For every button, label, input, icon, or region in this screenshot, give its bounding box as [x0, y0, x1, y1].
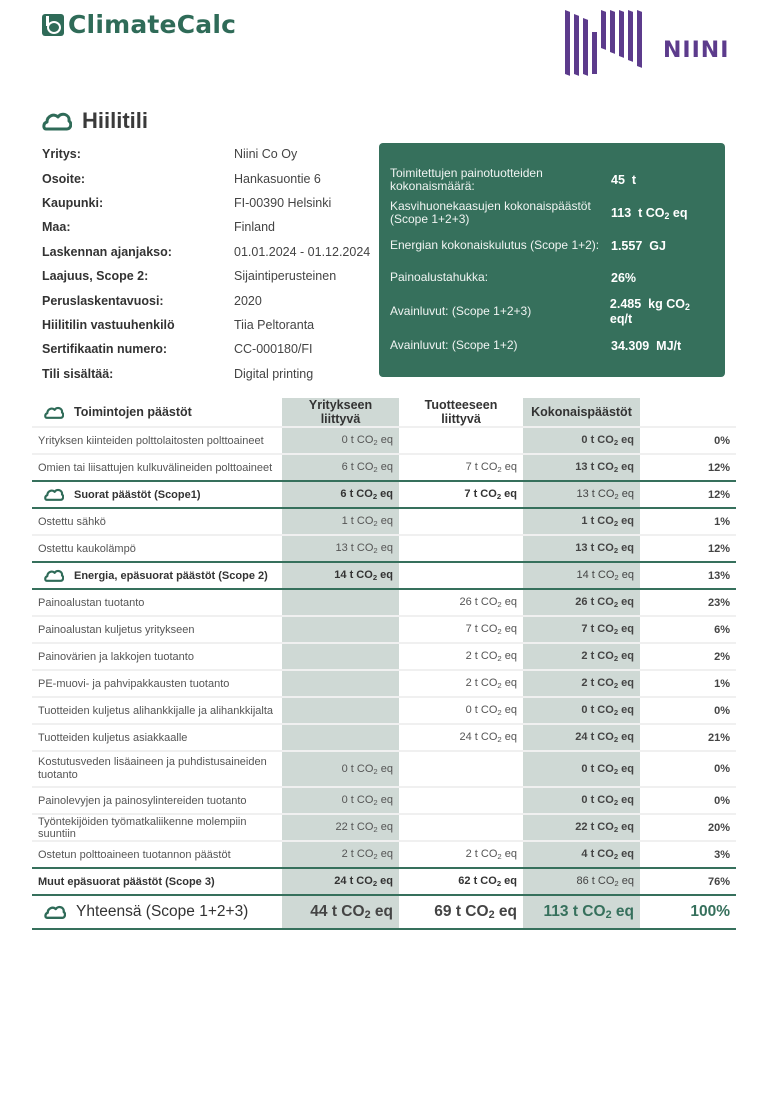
row-label: PE-muovi- ja pahvipakkausten tuotanto [38, 677, 230, 690]
total-value: 22 t $CO_2$ eq [523, 814, 640, 841]
percent-value: 76% [640, 868, 736, 895]
product-value: 7 t $CO_2$ eq [399, 616, 523, 643]
total-value: 0 t $CO_2$ eq [523, 427, 640, 454]
kpi-key-scope123: Avainluvut: (Scope 1+2+3) 2.485 kg $CO_2$ eq/t [390, 297, 690, 326]
row-label: Painolevyjen ja painosylintereiden tuotanto [38, 794, 247, 807]
row-label: Yhteensä (Scope 1+2+3) [76, 903, 249, 920]
cloud-icon [44, 904, 66, 920]
row-label: Kostutusveden lisäaineen ja puhdistusaineiden tuotanto [38, 756, 267, 781]
info-row-address: Osoite: Hankasuontie 6 [42, 171, 321, 186]
table-row [32, 589, 736, 616]
table-row [32, 724, 736, 751]
niini-wordmark: NIINI [663, 38, 730, 63]
table-row [32, 841, 736, 868]
climatecalc-logo [42, 10, 236, 39]
total-value: 1 t $CO_2$ eq [523, 508, 640, 535]
brand-name: ClimateCalc [68, 10, 237, 39]
total-value: 2 t $CO_2$ eq [523, 643, 640, 670]
grand-total-row [32, 895, 736, 929]
info-row-content: Tili sisältää: Digital printing [42, 366, 314, 381]
company-value [282, 616, 399, 643]
percent-value: 21% [640, 724, 736, 751]
row-label: Omien tai liisattujen kulkuvälineiden polttoaineet [38, 461, 273, 474]
total-value: 0 t $CO_2$ eq [523, 751, 640, 787]
product-value [399, 814, 523, 841]
product-value: 7 t $CO_2$ eq [399, 454, 523, 481]
product-value [399, 508, 523, 535]
percent-value: 13% [640, 562, 736, 589]
company-value: 14 t $CO_2$ eq [282, 562, 399, 589]
company-value: 6 t $CO_2$ eq [282, 454, 399, 481]
percent-value: 1% [640, 670, 736, 697]
percent-value: 2% [640, 643, 736, 670]
info-row-city: Kaupunki: FI-00390 Helsinki [42, 195, 332, 210]
total-value: 26 t $CO_2$ eq [523, 589, 640, 616]
total-value: 13 t $CO_2$ eq [523, 454, 640, 481]
total-value: 0 t $CO_2$ eq [523, 787, 640, 814]
total-value: 13 t $CO_2$ eq [523, 481, 640, 508]
percent-value: 20% [640, 814, 736, 841]
percent-value: 12% [640, 481, 736, 508]
percent-value: 0% [640, 787, 736, 814]
product-value: 0 t $CO_2$ eq [399, 697, 523, 724]
table-row [32, 508, 736, 535]
info-row-certificate: Sertifikaatin numero: CC-000180/FI [42, 342, 313, 357]
kpi-key-scope12: Avainluvut: (Scope 1+2) 34.309 MJ/t [390, 338, 682, 353]
percent-value: 100% [640, 895, 736, 929]
table-row [32, 616, 736, 643]
total-value: 13 t $CO_2$ eq [523, 535, 640, 562]
table-row [32, 814, 736, 841]
percent-value: 0% [640, 427, 736, 454]
product-value: 26 t $CO_2$ eq [399, 589, 523, 616]
row-label: Tuotteiden kuljetus alihankkijalle ja alihankkijalta [38, 704, 274, 717]
info-row-base-year: Peruslaskentavuosi: 2020 [42, 293, 262, 308]
product-value: 2 t $CO_2$ eq [399, 841, 523, 868]
table-row [32, 787, 736, 814]
niini-logo [565, 10, 735, 76]
row-label: Suorat päästöt (Scope1) [74, 488, 201, 501]
percent-value: 1% [640, 508, 736, 535]
company-value [282, 670, 399, 697]
total-value: 7 t $CO_2$ eq [523, 616, 640, 643]
percent-value: 0% [640, 751, 736, 787]
product-value: 24 t $CO_2$ eq [399, 724, 523, 751]
table-row [32, 454, 736, 481]
kpi-delivered: Toimitettujen painotuotteiden kokonaismäärä: 45 t [390, 166, 637, 193]
company-info [42, 142, 372, 386]
total-value: 86 t $CO_2$ eq [523, 868, 640, 895]
percent-value: 12% [640, 535, 736, 562]
row-label: Ostettu sähkö [38, 515, 106, 528]
company-value: 1 t $CO_2$ eq [282, 508, 399, 535]
product-value: 7 t $CO_2$ eq [399, 481, 523, 508]
row-label: Muut epäsuorat päästöt (Scope 3) [38, 875, 215, 888]
company-value: 13 t $CO_2$ eq [282, 535, 399, 562]
subtotal-row [32, 481, 736, 508]
row-label: Painovärien ja lakkojen tuotanto [38, 650, 194, 663]
company-value: 0 t $CO_2$ eq [282, 787, 399, 814]
product-value: 69 t $CO_2$ eq [399, 895, 523, 929]
company-value [282, 589, 399, 616]
company-value: 0 t $CO_2$ eq [282, 751, 399, 787]
subtotal-row [32, 868, 736, 895]
info-row-contact: Hiilitilin vastuuhenkilö Tiia Peltoranta [42, 317, 315, 332]
company-value: 6 t $CO_2$ eq [282, 481, 399, 508]
company-value: 44 t $CO_2$ eq [282, 895, 399, 929]
table-row [32, 697, 736, 724]
cloud-icon [44, 405, 64, 420]
total-value: 24 t $CO_2$ eq [523, 724, 640, 751]
row-label: Painoalustan tuotanto [38, 596, 145, 609]
row-label: Työntekijöiden työmatkaliikenne molempiin suuntiin [38, 815, 247, 840]
kpi-ghg-total: Kasvihuonekaasujen kokonaispäästöt (Scope 1+2+3) 113 t $CO_2$ eq [390, 199, 688, 226]
product-value [399, 787, 523, 814]
cloud-icon [42, 110, 72, 132]
company-value: 2 t $CO_2$ eq [282, 841, 399, 868]
emissions-table [32, 398, 736, 930]
table-row [32, 670, 736, 697]
cloud-icon [44, 487, 64, 502]
info-row-period: Laskennan ajanjakso: 01.01.2024 - 01.12.2024 [42, 244, 371, 259]
product-value [399, 535, 523, 562]
info-row-country: Maa: Finland [42, 220, 275, 235]
info-row-company: Yritys: Niini Co Oy [42, 147, 298, 162]
company-value: 24 t $CO_2$ eq [282, 868, 399, 895]
product-value [399, 562, 523, 589]
total-value: 4 t $CO_2$ eq [523, 841, 640, 868]
cloud-icon [44, 568, 64, 583]
product-value: 2 t $CO_2$ eq [399, 670, 523, 697]
row-label: Tuotteiden kuljetus asiakkaalle [38, 731, 188, 744]
company-value [282, 724, 399, 751]
percent-value: 23% [640, 589, 736, 616]
percent-value: 3% [640, 841, 736, 868]
percent-value: 6% [640, 616, 736, 643]
percent-value: 0% [640, 697, 736, 724]
row-label: Painoalustan kuljetus yritykseen [38, 623, 195, 636]
total-value: 2 t $CO_2$ eq [523, 670, 640, 697]
company-value [282, 697, 399, 724]
kpi-panel [379, 143, 725, 377]
table-header: Toimintojen päästöt Yritykseen liittyvä Tuotteeseen liittyvä Kokonaispäästöt [32, 398, 736, 427]
kpi-energy: Energian kokonaiskulutus (Scope 1+2): 1.557 GJ [390, 238, 666, 253]
table-row [32, 427, 736, 454]
info-row-scope2: Laajuus, Scope 2: Sijaintiperusteinen [42, 269, 337, 284]
climatecalc-logo-icon [42, 14, 64, 36]
product-value [399, 751, 523, 787]
company-value [282, 643, 399, 670]
subtotal-row [32, 562, 736, 589]
page-title: Hiilitili [42, 108, 148, 134]
product-value [399, 427, 523, 454]
row-label: Yrityksen kiinteiden polttolaitosten polttoaineet [38, 434, 264, 447]
total-value: 113 t $CO_2$ eq [523, 895, 640, 929]
table-row [32, 643, 736, 670]
row-label: Energia, epäsuorat päästöt (Scope 2) [74, 569, 268, 582]
total-value: 0 t $CO_2$ eq [523, 697, 640, 724]
company-value: 0 t $CO_2$ eq [282, 427, 399, 454]
row-label: Ostetun polttoaineen tuotannon päästöt [38, 848, 231, 861]
table-row [32, 535, 736, 562]
product-value: 2 t $CO_2$ eq [399, 643, 523, 670]
kpi-waste: Painoalustahukka: 26% [390, 270, 637, 285]
product-value: 62 t $CO_2$ eq [399, 868, 523, 895]
table-row [32, 751, 736, 787]
row-label: Ostettu kaukolämpö [38, 542, 136, 555]
company-value: 22 t $CO_2$ eq [282, 814, 399, 841]
total-value: 14 t $CO_2$ eq [523, 562, 640, 589]
percent-value: 12% [640, 454, 736, 481]
